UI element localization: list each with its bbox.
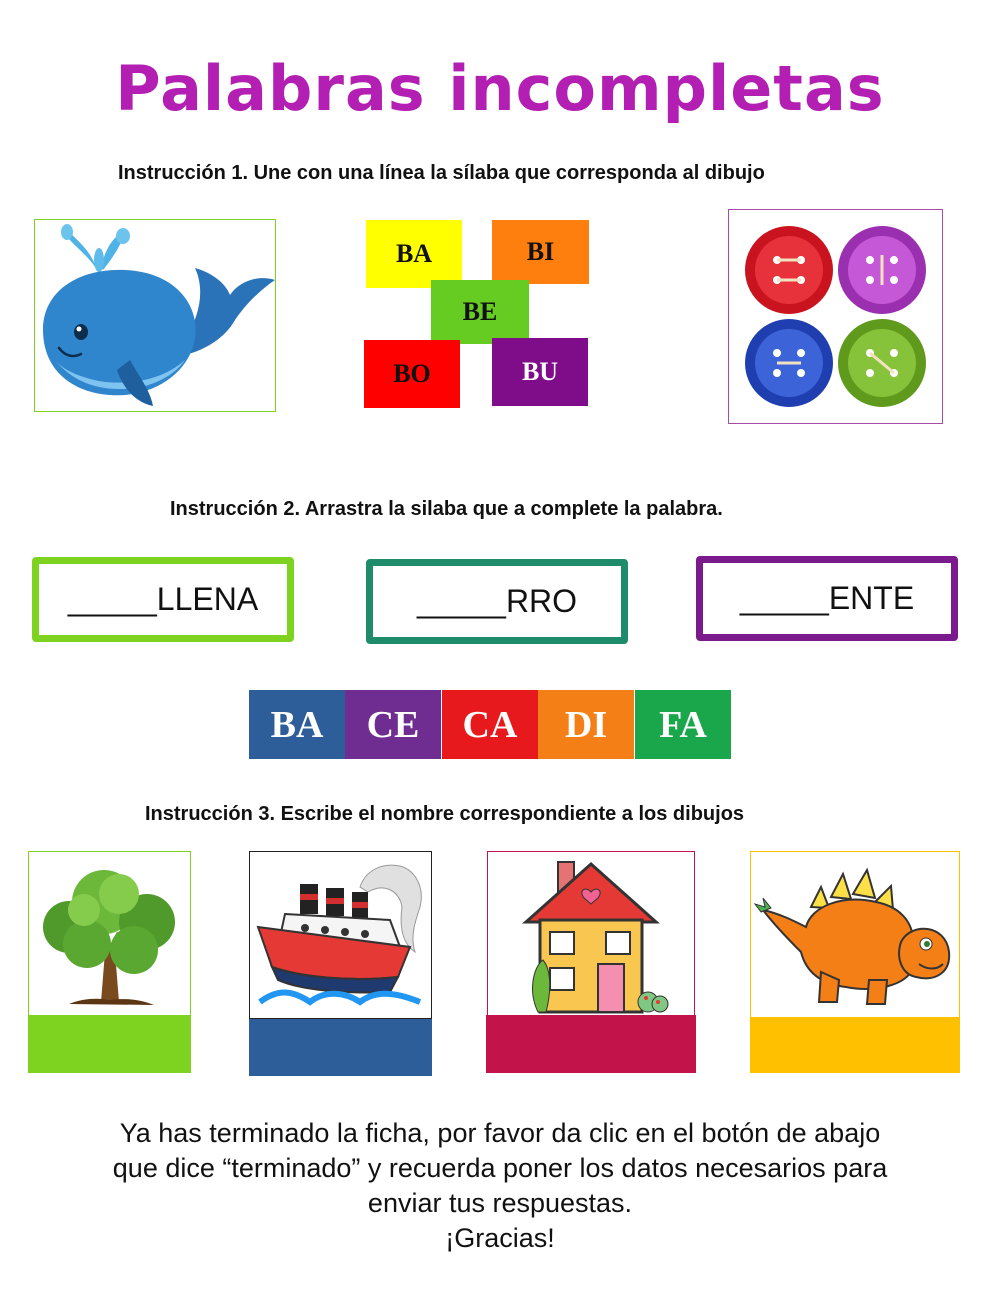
drag-option-di[interactable]: DI <box>538 690 634 759</box>
closing-line-4: ¡Gracias! <box>445 1223 555 1253</box>
closing-line-1: Ya has terminado la ficha, por favor da clic en el botón de abajo <box>119 1118 881 1148</box>
buttons-picture-frame[interactable] <box>728 209 943 424</box>
ship-picture <box>249 851 432 1019</box>
answer-field-house[interactable] <box>486 1015 696 1073</box>
syllable-tile-ba[interactable]: BA <box>366 220 462 288</box>
page-title: Palabras incompletas <box>115 52 885 125</box>
instruction-3: Instrucción 3. Escribe el nombre correspondiente a los dibujos <box>145 803 745 825</box>
syllable-tile-bu[interactable]: BU <box>492 338 588 406</box>
drag-option-ba[interactable]: BA <box>249 690 345 759</box>
tree-icon <box>29 852 190 1018</box>
syllable-tile-be[interactable]: BE <box>431 280 529 344</box>
instruction-1: Instrucción 1. Une con una línea la sílaba que corresponda al dibujo <box>118 162 765 184</box>
instruction-2: Instrucción 2. Arrastra la silaba que a complete la palabra. <box>170 498 723 520</box>
word-drop-ente[interactable]: _____ENTE <box>696 556 958 641</box>
whale-icon <box>35 220 275 411</box>
whale-picture-frame[interactable] <box>34 219 276 412</box>
syllable-tile-bo[interactable]: BO <box>364 340 460 408</box>
house-icon <box>488 852 694 1018</box>
closing-line-2: que dice “terminado” y recuerda poner los datos necesarios para <box>112 1153 888 1183</box>
answer-field-dinosaur[interactable] <box>750 1017 960 1073</box>
syllable-tile-bi[interactable]: BI <box>492 220 589 284</box>
ship-icon <box>250 852 431 1018</box>
word-drop-rro[interactable]: _____RRO <box>366 559 628 644</box>
word-drop-llena[interactable]: _____LLENA <box>32 557 294 642</box>
answer-field-ship[interactable] <box>249 1019 432 1076</box>
dinosaur-icon <box>751 852 959 1018</box>
house-picture <box>487 851 695 1019</box>
drag-option-fa[interactable]: FA <box>635 690 731 759</box>
drag-option-ce[interactable]: CE <box>345 690 441 759</box>
closing-line-3: enviar tus respuestas. <box>367 1188 633 1218</box>
tree-picture <box>28 851 191 1019</box>
dinosaur-picture <box>750 851 960 1019</box>
answer-field-tree[interactable] <box>28 1015 191 1073</box>
drag-option-ca[interactable]: CA <box>442 690 538 759</box>
sewing-buttons-icon <box>729 210 942 423</box>
closing-message <box>50 1116 950 1256</box>
